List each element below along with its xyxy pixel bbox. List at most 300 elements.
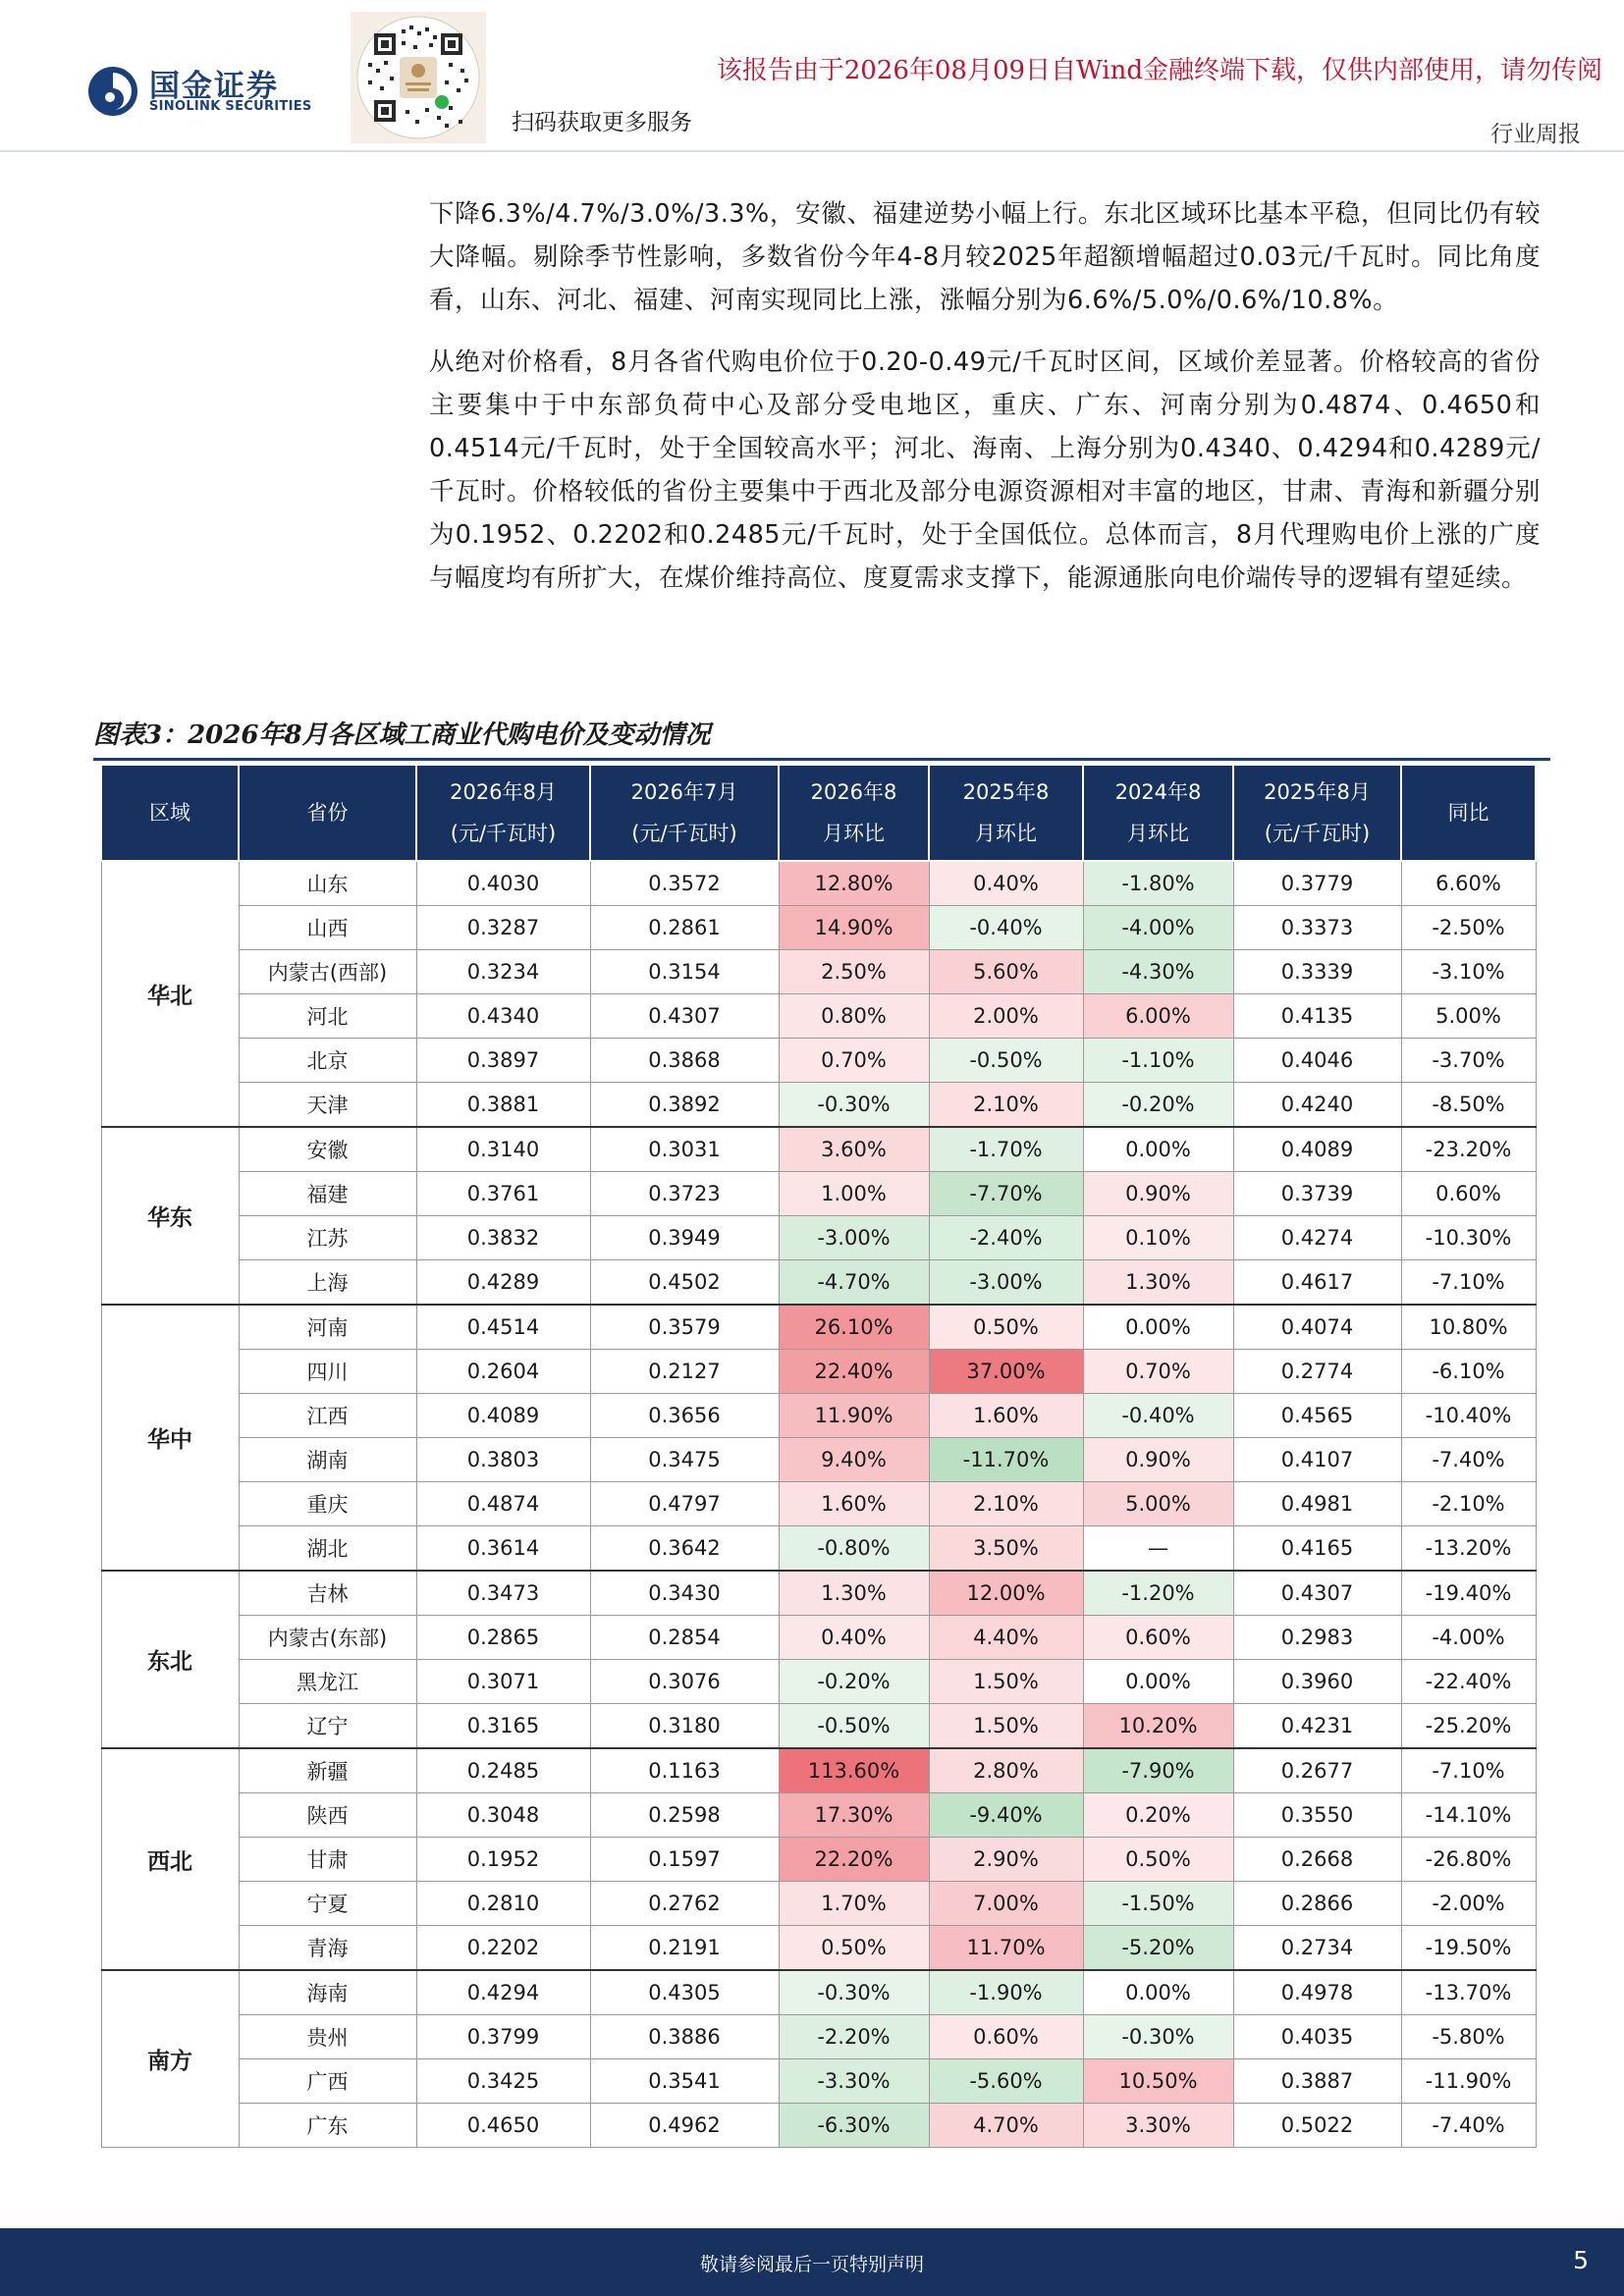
value-cell: 1.30% (779, 1571, 929, 1616)
province-cell: 内蒙古(东部) (239, 1616, 416, 1660)
value-cell: 22.20% (779, 1838, 929, 1882)
value-cell: 0.3579 (590, 1305, 779, 1350)
value-cell: 0.50% (929, 1305, 1083, 1350)
value-cell: 0.3887 (1233, 2059, 1401, 2104)
table-row (101, 1882, 1536, 1926)
value-cell: 0.4340 (416, 994, 590, 1039)
region-group (101, 1305, 1536, 1571)
value-cell: -7.40% (1401, 2104, 1536, 2148)
column-header-line: 2026年8 (810, 780, 897, 804)
column-header-line: 2024年8 (1114, 780, 1202, 804)
column-header (1083, 765, 1233, 861)
province-cell: 广西 (239, 2059, 416, 2104)
province-cell: 安徽 (239, 1127, 416, 1172)
value-cell: 3.50% (929, 1526, 1083, 1572)
value-cell: -10.30% (1401, 1216, 1536, 1260)
value-cell: -7.10% (1401, 1748, 1536, 1793)
value-cell: 0.2762 (590, 1882, 779, 1926)
value-cell: 0.2677 (1233, 1748, 1401, 1793)
value-cell: 0.2485 (416, 1748, 590, 1793)
sinolink-logo-icon (86, 65, 139, 118)
value-cell: 0.4502 (590, 1260, 779, 1306)
value-cell: -14.10% (1401, 1793, 1536, 1838)
value-cell: -5.20% (1083, 1926, 1233, 1971)
value-cell: 4.40% (929, 1616, 1083, 1660)
value-cell: -11.90% (1401, 2059, 1536, 2104)
value-cell: 1.50% (929, 1660, 1083, 1704)
table-row (101, 1039, 1536, 1083)
province-cell: 江苏 (239, 1216, 416, 1260)
value-cell: 0.2734 (1233, 1926, 1401, 1971)
value-cell: 12.00% (929, 1571, 1083, 1616)
table-row (101, 906, 1536, 950)
value-cell: 4.70% (929, 2104, 1083, 2148)
value-cell: 0.4650 (416, 2104, 590, 2148)
value-cell: -1.50% (1083, 1882, 1233, 1926)
value-cell: 0.4565 (1233, 1394, 1401, 1438)
value-cell: 0.4135 (1233, 994, 1401, 1039)
value-cell: 0.70% (779, 1039, 929, 1083)
table-row (101, 1260, 1536, 1306)
table-row (101, 1838, 1536, 1882)
province-cell: 辽宁 (239, 1704, 416, 1749)
value-cell: 0.90% (1083, 1172, 1233, 1216)
value-cell: 0.4035 (1233, 2015, 1401, 2059)
value-cell: 1.00% (779, 1172, 929, 1216)
value-cell: 0.4089 (1233, 1127, 1401, 1172)
value-cell: -19.50% (1401, 1926, 1536, 1971)
value-cell: -4.00% (1083, 906, 1233, 950)
value-cell: 0.00% (1083, 1127, 1233, 1172)
page-footer (0, 2228, 1624, 2296)
price-table (100, 764, 1537, 2148)
value-cell: -0.30% (779, 1083, 929, 1128)
province-cell: 河北 (239, 994, 416, 1039)
value-cell: -8.50% (1401, 1083, 1536, 1128)
value-cell: 0.4289 (416, 1260, 590, 1306)
column-header-line: 2026年8月 (450, 780, 557, 804)
value-cell: -23.20% (1401, 1127, 1536, 1172)
value-cell: -0.40% (929, 906, 1083, 950)
column-header-line: 区域 (149, 801, 190, 825)
body-text (429, 192, 1541, 600)
value-cell: 0.3373 (1233, 906, 1401, 950)
page-header (0, 0, 1624, 152)
province-cell: 陕西 (239, 1793, 416, 1838)
value-cell: -0.50% (779, 1704, 929, 1749)
value-cell: 0.3430 (590, 1571, 779, 1616)
value-cell: 0.2604 (416, 1350, 590, 1394)
table-row (101, 1616, 1536, 1660)
value-cell: -2.40% (929, 1216, 1083, 1260)
value-cell: -0.80% (779, 1526, 929, 1572)
value-cell: -0.30% (779, 1970, 929, 2015)
value-cell: 0.3739 (1233, 1172, 1401, 1216)
value-cell: 0.4307 (1233, 1571, 1401, 1616)
value-cell: 0.4274 (1233, 1216, 1401, 1260)
province-cell: 黑龙江 (239, 1660, 416, 1704)
value-cell: 0.00% (1083, 1660, 1233, 1704)
value-cell: 0.3287 (416, 906, 590, 950)
province-cell: 贵州 (239, 2015, 416, 2059)
province-cell: 青海 (239, 1926, 416, 1971)
paragraph-1: 下降6.3%/4.7%/3.0%/3.3%，安徽、福建逆势小幅上行。东北区域环比基本平稳，但同比仍有较大降幅。剔除季节性影响，多数省份今年4-8月较2025年超额增幅超过0.03元/千瓦时。同比角度看，山东、河北、福建、河南实现同比上涨，涨幅分别为6.6%/5.0%/0.6%/10.8%。 (429, 199, 1541, 315)
footer-disclaimer: 敬请参阅最后一页特别声明 (699, 2254, 924, 2275)
column-header-line: (元/千瓦时) (1264, 822, 1371, 845)
value-cell: 0.40% (929, 861, 1083, 906)
value-cell: 0.80% (779, 994, 929, 1039)
value-cell: 1.60% (779, 1482, 929, 1526)
column-header-line: (元/千瓦时) (450, 822, 557, 845)
value-cell: 0.3886 (590, 2015, 779, 2059)
value-cell: 0.3154 (590, 950, 779, 994)
value-cell: 0.4240 (1233, 1083, 1401, 1128)
table-row (101, 2104, 1536, 2148)
header-divider (0, 150, 1624, 152)
value-cell: 0.2191 (590, 1926, 779, 1971)
value-cell: 0.2866 (1233, 1882, 1401, 1926)
value-cell: 0.3234 (416, 950, 590, 994)
value-cell: -2.00% (1401, 1882, 1536, 1926)
value-cell: 0.60% (929, 2015, 1083, 2059)
region-group (101, 1571, 1536, 1748)
province-cell: 甘肃 (239, 1838, 416, 1882)
value-cell: 0.4962 (590, 2104, 779, 2148)
value-cell: 0.3803 (416, 1438, 590, 1482)
value-cell: 0.4797 (590, 1482, 779, 1526)
value-cell: 0.3892 (590, 1083, 779, 1128)
value-cell: 37.00% (929, 1350, 1083, 1394)
value-cell: -0.50% (929, 1039, 1083, 1083)
value-cell: 0.20% (1083, 1793, 1233, 1838)
value-cell: 0.4307 (590, 994, 779, 1039)
value-cell: -10.40% (1401, 1394, 1536, 1438)
value-cell: 0.3897 (416, 1039, 590, 1083)
value-cell: -3.30% (779, 2059, 929, 2104)
value-cell: 0.4089 (416, 1394, 590, 1438)
province-cell: 江西 (239, 1394, 416, 1438)
value-cell: 2.50% (779, 950, 929, 994)
value-cell: -1.80% (1083, 861, 1233, 906)
value-cell: 0.90% (1083, 1438, 1233, 1482)
province-cell: 福建 (239, 1172, 416, 1216)
value-cell: 0.3425 (416, 2059, 590, 2104)
region-cell: 西北 (101, 1748, 239, 1970)
value-cell: -1.10% (1083, 1039, 1233, 1083)
value-cell: 0.3949 (590, 1216, 779, 1260)
value-cell: 3.30% (1083, 2104, 1233, 2148)
value-cell: 0.3614 (416, 1526, 590, 1572)
column-header (1401, 765, 1536, 861)
column-header-line: 省份 (306, 801, 349, 825)
value-cell: -6.10% (1401, 1350, 1536, 1394)
table-row (101, 1482, 1536, 1526)
value-cell: 0.10% (1083, 1216, 1233, 1260)
value-cell: 5.60% (929, 950, 1083, 994)
province-cell: 新疆 (239, 1748, 416, 1793)
region-cell: 华东 (101, 1127, 239, 1305)
province-cell: 内蒙古(西部) (239, 950, 416, 994)
value-cell: 5.00% (1401, 994, 1536, 1039)
column-header-line: 月环比 (1127, 822, 1189, 845)
value-cell: 0.2202 (416, 1926, 590, 1971)
value-cell: 0.1163 (590, 1748, 779, 1793)
column-header-line: 2025年8 (962, 780, 1050, 804)
value-cell: 6.60% (1401, 861, 1536, 906)
column-header (1233, 765, 1401, 861)
value-cell: 0.3140 (416, 1127, 590, 1172)
value-cell: -0.20% (779, 1660, 929, 1704)
value-cell: -1.90% (929, 1970, 1083, 2015)
value-cell: 0.50% (779, 1926, 929, 1971)
value-cell: 0.4046 (1233, 1039, 1401, 1083)
value-cell: 5.00% (1083, 1482, 1233, 1526)
value-cell: 0.2668 (1233, 1838, 1401, 1882)
value-cell: 10.50% (1083, 2059, 1233, 2104)
value-cell: -2.10% (1401, 1482, 1536, 1526)
value-cell: 0.3779 (1233, 861, 1401, 906)
value-cell: 11.70% (929, 1926, 1083, 1971)
download-watermark: 该报告由于2026年08月09日自Wind金融终端下载，仅供内部使用，请勿传阅 (716, 56, 1602, 85)
value-cell: -4.70% (779, 1260, 929, 1306)
province-cell: 宁夏 (239, 1882, 416, 1926)
province-cell: 上海 (239, 1260, 416, 1306)
region-cell: 南方 (101, 1970, 239, 2148)
value-cell: 0.3960 (1233, 1660, 1401, 1704)
region-group (101, 1970, 1536, 2148)
province-cell: 湖北 (239, 1526, 416, 1572)
value-cell: 2.10% (929, 1083, 1083, 1128)
value-cell: 0.00% (1083, 1305, 1233, 1350)
value-cell: 113.60% (779, 1748, 929, 1793)
value-cell: -7.40% (1401, 1438, 1536, 1482)
table-header-row (101, 765, 1536, 861)
column-header (779, 765, 929, 861)
value-cell: 0.50% (1083, 1838, 1233, 1882)
column-header (929, 765, 1083, 861)
value-cell: -3.00% (779, 1216, 929, 1260)
region-group (101, 1127, 1536, 1305)
province-cell: 山西 (239, 906, 416, 950)
value-cell: -6.30% (779, 2104, 929, 2148)
province-cell: 吉林 (239, 1571, 416, 1616)
value-cell: 10.80% (1401, 1305, 1536, 1350)
value-cell: 0.3761 (416, 1172, 590, 1216)
value-cell: 1.70% (779, 1882, 929, 1926)
table-row (101, 1083, 1536, 1128)
value-cell: -4.30% (1083, 950, 1233, 994)
value-cell: 0.3165 (416, 1704, 590, 1749)
province-cell: 北京 (239, 1039, 416, 1083)
value-cell: -3.70% (1401, 1039, 1536, 1083)
table-row (101, 1394, 1536, 1438)
value-cell: 0.00% (1083, 1970, 1233, 2015)
value-cell: 0.4981 (1233, 1482, 1401, 1526)
value-cell: 0.2810 (416, 1882, 590, 1926)
value-cell: -0.30% (1083, 2015, 1233, 2059)
table-row (101, 1350, 1536, 1394)
value-cell: 14.90% (779, 906, 929, 950)
value-cell: 0.4514 (416, 1305, 590, 1350)
value-cell: 0.3799 (416, 2015, 590, 2059)
value-cell: -2.20% (779, 2015, 929, 2059)
value-cell: -4.00% (1401, 1616, 1536, 1660)
value-cell: 0.3723 (590, 1172, 779, 1216)
province-cell: 天津 (239, 1083, 416, 1128)
province-cell: 湖南 (239, 1438, 416, 1482)
table-row (101, 1748, 1536, 1793)
value-cell: 0.2983 (1233, 1616, 1401, 1660)
value-cell: 7.00% (929, 1882, 1083, 1926)
value-cell: 0.4030 (416, 861, 590, 906)
table-row (101, 994, 1536, 1039)
value-cell: 0.4978 (1233, 1970, 1401, 2015)
value-cell: 1.50% (929, 1704, 1083, 1749)
qr-code-icon[interactable] (351, 12, 486, 143)
value-cell: 0.3868 (590, 1039, 779, 1083)
table-row (101, 1970, 1536, 2015)
value-cell: 0.3475 (590, 1438, 779, 1482)
value-cell: 2.10% (929, 1482, 1083, 1526)
value-cell: 0.3881 (416, 1083, 590, 1128)
value-cell: 10.20% (1083, 1704, 1233, 1749)
column-header-line: 月环比 (823, 822, 885, 845)
figure-title: 图表3：2026年8月各区域工商业代购电价及变动情况 (93, 721, 711, 750)
table-row (101, 2059, 1536, 2104)
value-cell: -7.70% (929, 1172, 1083, 1216)
region-cell: 华中 (101, 1305, 239, 1571)
value-cell: 26.10% (779, 1305, 929, 1350)
page-number: 5 (1573, 2246, 1589, 2274)
value-cell: 0.3642 (590, 1526, 779, 1572)
value-cell: 0.3048 (416, 1793, 590, 1838)
value-cell: — (1083, 1526, 1233, 1572)
value-cell: 0.2854 (590, 1616, 779, 1660)
value-cell: 0.4231 (1233, 1704, 1401, 1749)
value-cell: 0.4305 (590, 1970, 779, 2015)
paragraph-2: 从绝对价格看，8月各省代购电价位于0.20-0.49元/千瓦时区间，区域价差显著。价格较高的省份主要集中于中东部负荷中心及部分受电地区，重庆、广东、河南分别为0.4874、0.4650和0.4514元/千瓦时，处于全国较高水平；河北、海南、上海分别为0.4340、0.4294和0.4289元/千瓦时。价格较低的省份主要集中于西北及部分电源资源相对丰富的地区，甘肃、青海和新疆分别为0.1952、0.2202和0.2485元/千瓦时，处于全国低位。总体而言，8月代理购电价上涨的广度与幅度均有所扩大，在煤价维持高位、度夏需求支撑下，能源通胀向电价端传导的逻辑有望延续。 (429, 347, 1541, 593)
value-cell: 6.00% (1083, 994, 1233, 1039)
value-cell: 12.80% (779, 861, 929, 906)
qr-caption: 扫码获取更多服务 (512, 110, 692, 135)
value-cell: 0.4294 (416, 1970, 590, 2015)
value-cell: 2.90% (929, 1838, 1083, 1882)
value-cell: -7.90% (1083, 1748, 1233, 1793)
figure-title-rule (93, 758, 1550, 761)
value-cell: -26.80% (1401, 1838, 1536, 1882)
column-header (239, 765, 416, 861)
table-row (101, 1305, 1536, 1350)
value-cell: 17.30% (779, 1793, 929, 1838)
value-cell: 0.3071 (416, 1660, 590, 1704)
table-row (101, 1926, 1536, 1971)
value-cell: -13.20% (1401, 1526, 1536, 1572)
value-cell: 0.2865 (416, 1616, 590, 1660)
value-cell: 0.3180 (590, 1704, 779, 1749)
value-cell: 0.3541 (590, 2059, 779, 2104)
value-cell: -3.00% (929, 1260, 1083, 1306)
province-cell: 四川 (239, 1350, 416, 1394)
value-cell: 9.40% (779, 1438, 929, 1482)
value-cell: 0.3473 (416, 1571, 590, 1616)
value-cell: 0.1597 (590, 1838, 779, 1882)
table-row (101, 950, 1536, 994)
value-cell: -11.70% (929, 1438, 1083, 1482)
value-cell: 0.3656 (590, 1394, 779, 1438)
value-cell: 0.1952 (416, 1838, 590, 1882)
value-cell: 0.2127 (590, 1350, 779, 1394)
value-cell: 2.00% (929, 994, 1083, 1039)
table-row (101, 1660, 1536, 1704)
value-cell: 0.3031 (590, 1127, 779, 1172)
value-cell: 0.5022 (1233, 2104, 1401, 2148)
report-type-label: 行业周报 (1490, 122, 1581, 147)
column-header-line: (元/千瓦时) (631, 822, 737, 845)
table-row (101, 1571, 1536, 1616)
value-cell: -7.10% (1401, 1260, 1536, 1306)
table-row (101, 1438, 1536, 1482)
region-group (101, 1748, 1536, 1970)
value-cell: 0.60% (1083, 1616, 1233, 1660)
value-cell: -3.10% (1401, 950, 1536, 994)
column-header (590, 765, 779, 861)
value-cell: 0.3076 (590, 1660, 779, 1704)
column-header-line: 月环比 (975, 822, 1037, 845)
value-cell: 0.3832 (416, 1216, 590, 1260)
value-cell: -22.40% (1401, 1660, 1536, 1704)
value-cell: 3.60% (779, 1127, 929, 1172)
value-cell: -1.70% (929, 1127, 1083, 1172)
value-cell: 0.4874 (416, 1482, 590, 1526)
table-row (101, 1216, 1536, 1260)
table-row (101, 1793, 1536, 1838)
column-header-line: 2025年8月 (1264, 780, 1371, 804)
value-cell: 22.40% (779, 1350, 929, 1394)
province-cell: 海南 (239, 1970, 416, 2015)
value-cell: -2.50% (1401, 906, 1536, 950)
value-cell: -13.70% (1401, 1970, 1536, 2015)
value-cell: 2.80% (929, 1748, 1083, 1793)
column-header-line: 同比 (1447, 801, 1489, 825)
region-cell: 华北 (101, 861, 239, 1127)
value-cell: -0.40% (1083, 1394, 1233, 1438)
column-header (416, 765, 590, 861)
region-cell: 东北 (101, 1571, 239, 1748)
province-cell: 广东 (239, 2104, 416, 2148)
value-cell: 0.4107 (1233, 1438, 1401, 1482)
value-cell: 0.4074 (1233, 1305, 1401, 1350)
value-cell: -1.20% (1083, 1571, 1233, 1616)
value-cell: 1.30% (1083, 1260, 1233, 1306)
table-row (101, 2015, 1536, 2059)
value-cell: 1.60% (929, 1394, 1083, 1438)
value-cell: -0.20% (1083, 1083, 1233, 1128)
value-cell: 0.3550 (1233, 1793, 1401, 1838)
value-cell: 0.4617 (1233, 1260, 1401, 1306)
table-row (101, 1526, 1536, 1572)
column-header-line: 2026年7月 (630, 780, 738, 804)
value-cell: 0.60% (1401, 1172, 1536, 1216)
province-cell: 河南 (239, 1305, 416, 1350)
value-cell: 0.2774 (1233, 1350, 1401, 1394)
table-row (101, 1127, 1536, 1172)
table-row (101, 1172, 1536, 1216)
value-cell: -25.20% (1401, 1704, 1536, 1749)
table-row (101, 861, 1536, 906)
province-cell: 山东 (239, 861, 416, 906)
value-cell: 0.2598 (590, 1793, 779, 1838)
logo-text-en: SINOLINK SECURITIES (149, 99, 312, 114)
